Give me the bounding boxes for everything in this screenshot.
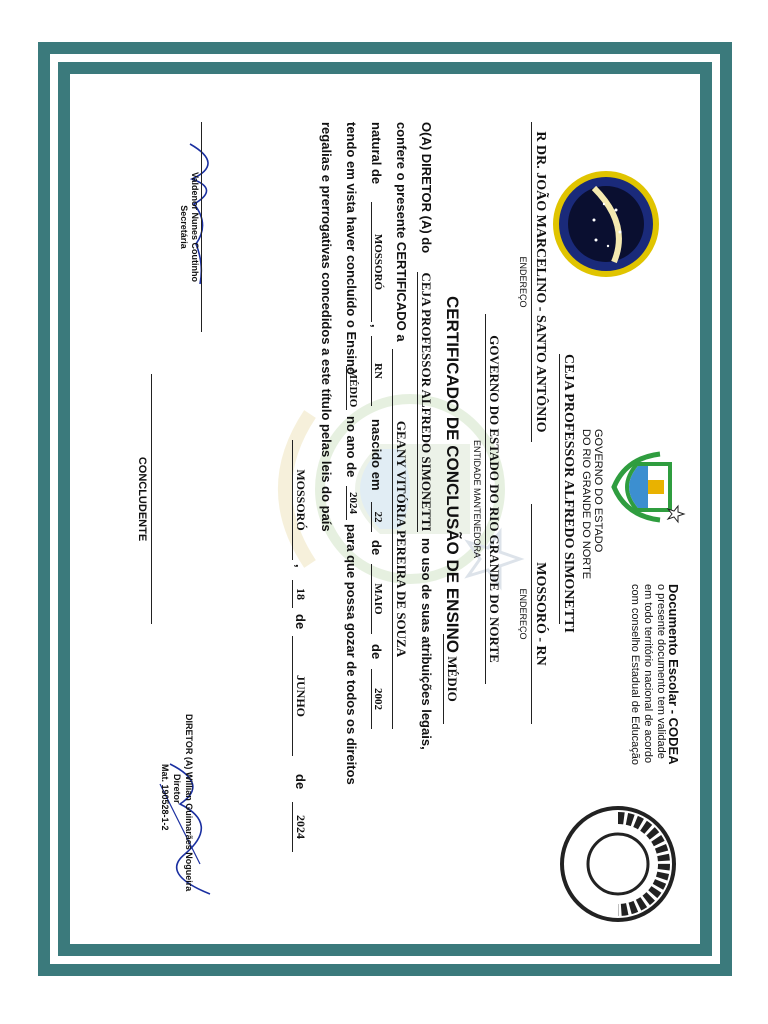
entity-label: ENTIDADE MANTENEDORA — [472, 439, 482, 558]
certificate-level: MÉDIO — [443, 634, 460, 724]
date-year: 2024 — [292, 802, 308, 852]
issuer-state-line2: DO RIO GRANDE DO NORTE — [580, 429, 592, 580]
birth-city: MOSSORÓ — [371, 202, 384, 322]
birth-de2: de — [369, 644, 384, 660]
body-line4-prefix: tendo em vista haver concluído o Ensino — [344, 122, 359, 375]
school-address-label: ENDEREÇO — [518, 256, 528, 308]
date-comma: , — [293, 564, 308, 568]
completion-year: 2024 — [346, 486, 359, 520]
birth-de1: de — [369, 540, 384, 556]
birth-month: MAIO — [371, 564, 384, 634]
date-month: JUNHO — [292, 636, 308, 756]
certificate-title: CERTIFICADO DE CONCLUSÃO DE ENSINO — [443, 296, 462, 654]
secretary-line — [201, 122, 202, 332]
date-de2: de — [293, 774, 308, 790]
secretary-role: Secretária — [179, 205, 189, 249]
certificate-paper — [70, 74, 700, 944]
rn-coat-of-arms-icon — [610, 450, 690, 524]
school-city-label: ENDEREÇO — [518, 588, 528, 640]
school-name: CEJA PROFESSOR ALFREDO SIMONETTI — [561, 354, 576, 633]
date-city: MOSSORÓ — [292, 440, 308, 560]
issuer-state-line1: GOVERNO DO ESTADO — [592, 429, 604, 553]
date-de1: de — [293, 614, 308, 630]
director-name: Willian Guimarães Nogueira — [184, 771, 194, 892]
student-name: GEANY VITÓRIA PEREIRA DE SOUZA — [392, 349, 409, 729]
issuer-state — [580, 429, 604, 580]
school-address: R DR. JOÃO MARCELINO - SANTO ANTÔNIO — [531, 122, 548, 442]
birth-comma: , — [369, 324, 384, 328]
body-line3-prefix: natural de — [369, 122, 384, 185]
brazil-seal-icon — [552, 170, 660, 278]
year-text: no ano de — [344, 416, 359, 478]
school-city: MOSSORÓ - RN — [531, 504, 548, 724]
body-line1-suffix: no uso de suas atribuições legais, — [419, 538, 434, 750]
body-line5: regalias e prerrogativas concedidos a este título pelas leis do país — [319, 122, 334, 532]
director-label-text: DIRETOR (A) — [184, 714, 194, 770]
codea-title: Documento Escolar - CODEA — [666, 584, 681, 765]
birth-state: RN — [371, 336, 384, 406]
birth-day: 22 — [371, 502, 384, 532]
director-label — [184, 714, 194, 891]
level-short: MÉDIO — [346, 366, 359, 410]
codea-line1: o presente documento tem validade — [655, 584, 667, 759]
entity-name: GOVERNO DO ESTADO DO RIO GRANDE DO NORTE — [485, 314, 502, 684]
body-line1-school: CEJA PROFESSOR ALFREDO SIMONETTI — [419, 272, 434, 532]
certificate-canvas — [70, 74, 700, 944]
body-line1-prefix: O(A) DIRETOR (A) do — [419, 122, 434, 254]
body-line2-prefix: confere o presente CERTIFICADO a — [394, 122, 409, 342]
secretary-name: Valdenor Nunes Coutinho — [190, 171, 200, 282]
codea-block — [628, 584, 680, 765]
director-role: Diretor — [172, 774, 182, 804]
body-line4-suffix: para que possa gozar de todos os direitos — [344, 524, 359, 785]
concluding-line — [151, 374, 152, 624]
date-day: 18 — [292, 580, 308, 608]
born-text: nascido em — [369, 419, 384, 491]
director-mat: Mat. 190528-1-2 — [160, 764, 170, 831]
codea-line2: em todo território nacional de acordo — [642, 584, 654, 764]
concluding-label: CONCLUDENTE — [136, 456, 148, 542]
birth-year: 2002 — [371, 669, 384, 729]
mec-stamp-icon — [558, 804, 678, 924]
codea-line3: com conselho Estadual de Educação — [629, 584, 641, 766]
